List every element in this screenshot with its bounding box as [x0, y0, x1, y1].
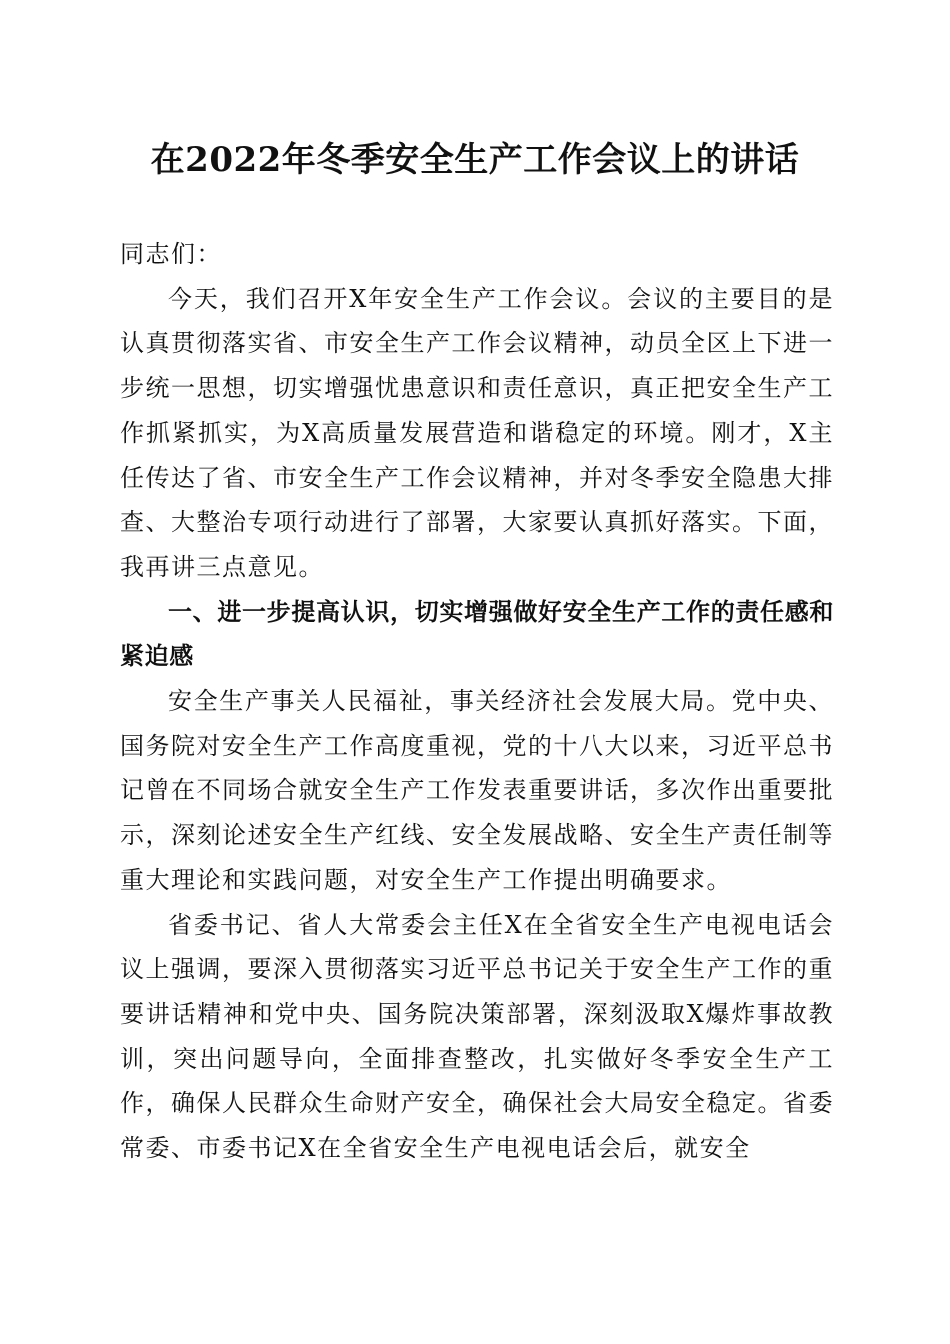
section-paragraph-2: 省委书记、省人大常委会主任X在全省安全生产电视电话会议上强调，要深入贯彻落实习近平总书记关于安全生产工作的重要讲话精神和党中央、国务院决策部署，深刻汲取X爆炸事故教训，突出问题导向，全面排查整改，扎实做好冬季安全生产工作，确保人民群众生命财产安全，确保社会大局安全稳定。省委常委、市委书记X在全省安全生产电视电话会后，就安全 [120, 910, 834, 1163]
section-heading: 一、进一步提高认识，切实增强做好安全生产工作的责任感和紧迫感 [120, 597, 834, 671]
salutation: 同志们： [120, 240, 222, 268]
document-title: 在2022年冬季安全生产工作会议上的讲话 [150, 140, 800, 180]
section-paragraph-1: 安全生产事关人民福祉，事关经济社会发展大局。党中央、国务院对安全生产工作高度重视，党的十八大以来，习近平总书记曾在不同场合就安全生产工作发表重要讲话，多次作出重要批示，深刻论述安全生产红线、安全发展战略、安全生产责任制等重大理论和实践问题，对安全生产工作提出明确要求。 [120, 687, 834, 894]
intro-paragraph: 今天，我们召开X年安全生产工作会议。会议的主要目的是认真贯彻落实省、市安全生产工作会议精神，动员全区上下进一步统一思想，切实增强忧患意识和责任意识，真正把安全生产工作抓紧抓实，为X高质量发展营造和谐稳定的环境。刚才，X主任传达了省、市安全生产工作会议精神，并对冬季安全隐患大排查、大整治专项行动进行了部署，大家要认真抓好落实。下面，我再讲三点意见。 [120, 284, 834, 581]
document-body [120, 232, 834, 1171]
